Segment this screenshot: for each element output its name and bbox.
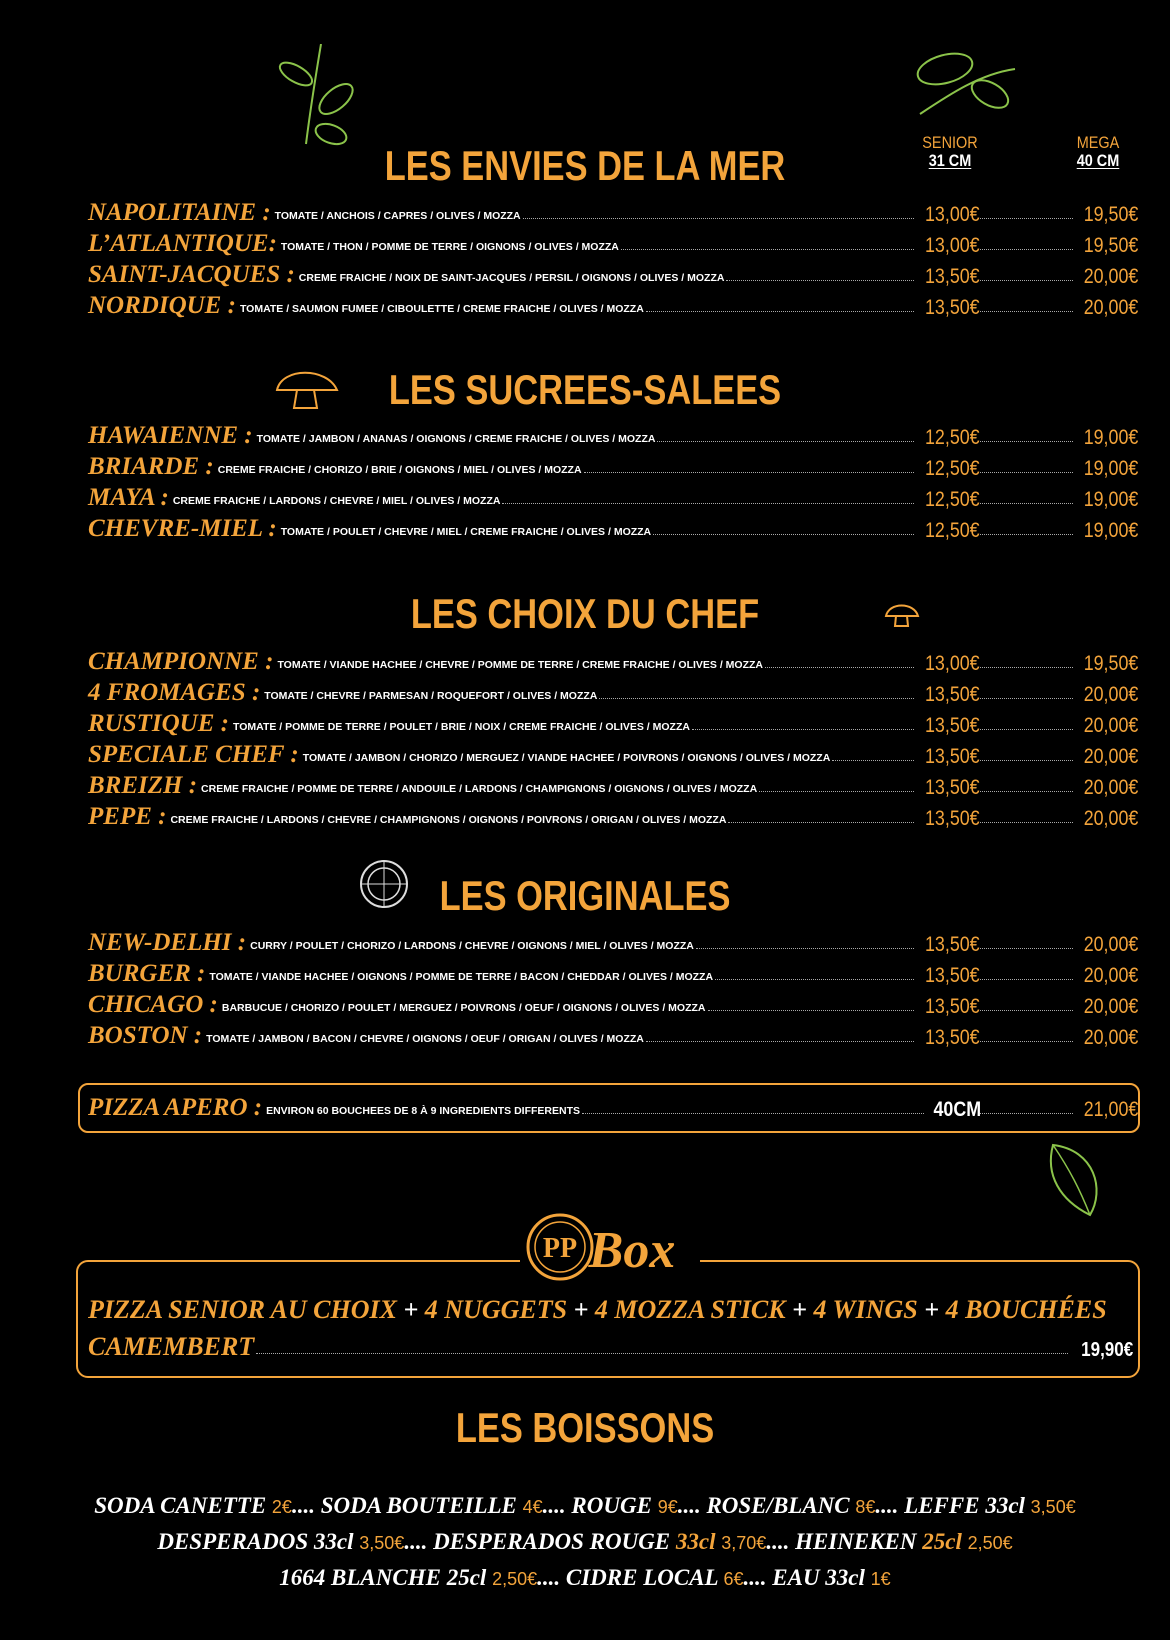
item-price-mega: 20,00€ bbox=[1083, 964, 1139, 987]
drink-price: 6€ bbox=[723, 1569, 744, 1589]
item-name: SAINT-JACQUES : bbox=[88, 261, 295, 288]
leader-dots bbox=[978, 822, 1073, 823]
pp-logo-icon bbox=[520, 1205, 700, 1285]
item-price-senior: 13,50€ bbox=[925, 714, 980, 737]
item-ingredients: TOMATE / JAMBON / ANANAS / OIGNONS / CREME FRAICHE / OLIVES / MOZZA bbox=[256, 433, 656, 445]
pizza-apero-row bbox=[88, 1092, 1139, 1122]
item-ingredients: BARBUCUE / CHORIZO / POULET / MERGUEZ / POIVRONS / OEUF / OIGNONS / OLIVES / MOZZA bbox=[221, 1002, 706, 1014]
drink-price: 2,50€ bbox=[492, 1569, 538, 1589]
menu-item-row bbox=[88, 228, 1139, 258]
plus-sign: + bbox=[924, 1295, 940, 1324]
leader-dots bbox=[715, 979, 914, 980]
item-ingredients: TOMATE / JAMBON / BACON / CHEVRE / OIGNONS / OEUF / ORIGAN / OLIVES / MOZZA bbox=[206, 1033, 644, 1045]
drink-name: 1664 BLANCHE 25cl bbox=[279, 1565, 493, 1590]
item-price-senior: 12,50€ bbox=[925, 488, 980, 511]
item-price-mega: 20,00€ bbox=[1083, 776, 1139, 799]
drink-price: 3,70€ bbox=[721, 1533, 767, 1553]
item-price-mega: 20,00€ bbox=[1083, 265, 1139, 288]
pp-box-contents bbox=[88, 1294, 1128, 1326]
senior-label: SENIOR bbox=[922, 133, 978, 152]
item-name: NAPOLITAINE : bbox=[88, 199, 271, 226]
item-ingredients: TOMATE / ANCHOIS / CAPRES / OLIVES / MOZZA bbox=[274, 210, 521, 222]
item-price-mega: 19,50€ bbox=[1083, 234, 1139, 257]
item-price-mega: 20,00€ bbox=[1083, 1026, 1139, 1049]
item-ingredients: TOMATE / SAUMON FUMEE / CIBOULETTE / CREME FRAICHE / OLIVES / MOZZA bbox=[239, 303, 644, 315]
menu-item-row bbox=[88, 646, 1139, 676]
item-name: BOSTON : bbox=[88, 1022, 203, 1049]
leader-dots bbox=[978, 791, 1073, 792]
basil-leaf-icon bbox=[1045, 1140, 1105, 1220]
menu-item-row bbox=[88, 420, 1139, 450]
item-ingredients: TOMATE / CHEVRE / PARMESAN / ROQUEFORT / OLIVES / MOZZA bbox=[264, 690, 598, 702]
drink-price: 8€ bbox=[855, 1497, 876, 1517]
section-title: LES ORIGINALES bbox=[439, 872, 731, 919]
section-title: LES CHOIX DU CHEF bbox=[410, 590, 760, 637]
item-price-senior: 13,50€ bbox=[925, 776, 980, 799]
box-item: 4 BOUCHÉES bbox=[945, 1295, 1107, 1324]
item-name: CHICAGO : bbox=[88, 991, 218, 1018]
mega-size: 40 CM bbox=[1076, 151, 1120, 170]
drink-price: 4€ bbox=[522, 1497, 543, 1517]
item-price-senior: 13,50€ bbox=[925, 745, 980, 768]
pp-logo-letters: PP bbox=[542, 1233, 578, 1264]
drink-name: 33cl bbox=[675, 1529, 722, 1554]
item-ingredients: TOMATE / VIANDE HACHEE / CHEVRE / POMME DE TERRE / CREME FRAICHE / OLIVES / MOZZA bbox=[277, 659, 764, 671]
item-name: PEPE : bbox=[88, 803, 167, 830]
menu-item-row bbox=[88, 677, 1139, 707]
section-title: LES SUCREES-SALEES bbox=[388, 366, 782, 413]
pp-box-price: 19,90€ bbox=[1081, 1339, 1133, 1361]
item-ingredients: ENVIRON 60 BOUCHEES DE 8 À 9 INGREDIENTS DIFFERENTS bbox=[266, 1105, 580, 1117]
item-price-senior: 13,50€ bbox=[925, 1026, 980, 1049]
leader-dots bbox=[978, 948, 1073, 949]
mega-label: MEGA bbox=[1076, 133, 1120, 152]
drink-name: .... SODA BOUTEILLE bbox=[291, 1493, 523, 1518]
item-price-senior: 13,50€ bbox=[925, 933, 980, 956]
drink-name: .... ROUGE bbox=[542, 1493, 658, 1518]
leader-dots bbox=[657, 441, 914, 442]
drinks-line bbox=[0, 1564, 1170, 1593]
leader-dots bbox=[978, 280, 1073, 281]
item-ingredients: CURRY / POULET / CHORIZO / LARDONS / CHEVRE / OIGNONS / MIEL / OLIVES / MOZZA bbox=[250, 940, 694, 952]
item-price-senior: 13,00€ bbox=[925, 234, 980, 257]
item-price-senior: 13,50€ bbox=[925, 265, 980, 288]
item-ingredients: TOMATE / POMME DE TERRE / POULET / BRIE / NOIX / CREME FRAICHE / OLIVES / MOZZA bbox=[233, 721, 690, 733]
item-name: MAYA : bbox=[88, 484, 169, 511]
item-name: HAWAIENNE : bbox=[88, 422, 253, 449]
leader-dots bbox=[759, 791, 914, 792]
menu-item-row bbox=[88, 770, 1139, 800]
drink-name: DESPERADOS 33cl bbox=[157, 1529, 360, 1554]
leader-dots bbox=[523, 218, 914, 219]
item-name: CHEVRE-MIEL : bbox=[88, 515, 277, 542]
menu-item-row bbox=[88, 513, 1139, 543]
item-price: 21,00€ bbox=[1083, 1098, 1139, 1121]
menu-item-row bbox=[88, 259, 1139, 289]
item-name: CHAMPIONNE : bbox=[88, 648, 274, 675]
drink-name: .... ROSE/BLANC bbox=[677, 1493, 856, 1518]
box-item: 4 MOZZA STICK bbox=[594, 1295, 786, 1324]
drinks-line bbox=[0, 1492, 1170, 1521]
item-name: RUSTIQUE : bbox=[88, 710, 229, 737]
drink-name: .... LEFFE 33cl bbox=[875, 1493, 1031, 1518]
basil-leaf-icon bbox=[276, 44, 376, 154]
item-price-senior: 13,00€ bbox=[925, 203, 980, 226]
menu-item-row bbox=[88, 739, 1139, 769]
drink-name: .... DESPERADOS ROUGE bbox=[404, 1529, 676, 1554]
drink-name: 25cl bbox=[922, 1529, 968, 1554]
item-price-senior: 12,50€ bbox=[925, 519, 980, 542]
menu-item-row bbox=[88, 482, 1139, 512]
menu-item-row bbox=[88, 197, 1139, 227]
pp-box-line2: CAMEMBERT bbox=[88, 1332, 255, 1361]
menu-item-row bbox=[88, 989, 1139, 1019]
item-price-mega: 19,00€ bbox=[1083, 519, 1139, 542]
leader-dots bbox=[978, 729, 1073, 730]
drinks-line bbox=[0, 1528, 1170, 1557]
item-name: NORDIQUE : bbox=[88, 292, 236, 319]
item-price-mega: 20,00€ bbox=[1083, 745, 1139, 768]
plus-sign: + bbox=[792, 1295, 807, 1324]
drink-price: 2,50€ bbox=[967, 1533, 1013, 1553]
menu-item-row bbox=[88, 708, 1139, 738]
item-name: BREIZH : bbox=[88, 772, 198, 799]
leader-dots bbox=[978, 311, 1073, 312]
leader-dots bbox=[765, 667, 914, 668]
leader-dots bbox=[708, 1010, 914, 1011]
drink-name: .... EAU 33cl bbox=[743, 1565, 871, 1590]
item-price-senior: 13,50€ bbox=[925, 964, 980, 987]
leader-dots bbox=[726, 280, 914, 281]
menu-item-row bbox=[88, 958, 1139, 988]
leader-dots bbox=[584, 472, 914, 473]
leader-dots bbox=[978, 441, 1073, 442]
senior-size: 31 CM bbox=[928, 151, 972, 170]
leader-dots bbox=[978, 534, 1073, 535]
item-price-senior: 12,50€ bbox=[925, 426, 980, 449]
item-price-mega: 20,00€ bbox=[1083, 995, 1139, 1018]
item-name: L’ATLANTIQUE: bbox=[88, 230, 277, 257]
leader-dots bbox=[646, 1041, 914, 1042]
menu-item-row bbox=[88, 290, 1139, 320]
plus-sign: + bbox=[403, 1295, 419, 1324]
item-ingredients: CREME FRAICHE / NOIX DE SAINT-JACQUES / PERSIL / OIGNONS / OLIVES / MOZZA bbox=[298, 272, 725, 284]
item-price-mega: 19,00€ bbox=[1083, 457, 1139, 480]
basil-leaf-icon bbox=[910, 44, 1020, 124]
item-price-mega: 19,00€ bbox=[1083, 488, 1139, 511]
item-name: SPECIALE CHEF : bbox=[88, 741, 299, 768]
drink-name: SODA CANETTE bbox=[94, 1493, 272, 1518]
item-price-senior: 12,50€ bbox=[925, 457, 980, 480]
leader-dots bbox=[978, 667, 1073, 668]
leader-dots bbox=[978, 979, 1073, 980]
leader-dots bbox=[653, 534, 914, 535]
drink-name: .... HEINEKEN bbox=[766, 1529, 923, 1554]
pp-logo-word: Box bbox=[588, 1222, 676, 1279]
menu-item-row bbox=[88, 927, 1139, 957]
drink-price: 9€ bbox=[657, 1497, 678, 1517]
item-name: PIZZA APERO : bbox=[88, 1094, 263, 1121]
item-ingredients: CREME FRAICHE / POMME DE TERRE / ANDOUILE / LARDONS / CHAMPIGNONS / OIGNONS / OLIVES / MOZZA bbox=[201, 783, 758, 795]
item-price-mega: 19,00€ bbox=[1083, 426, 1139, 449]
box-item: PIZZA SENIOR AU CHOIX bbox=[88, 1295, 397, 1324]
leader-dots bbox=[978, 249, 1073, 250]
item-price-mega: 20,00€ bbox=[1083, 714, 1139, 737]
leader-dots bbox=[978, 218, 1073, 219]
item-price-mega: 20,00€ bbox=[1083, 296, 1139, 319]
pp-box-row bbox=[88, 1330, 1133, 1362]
leader-dots bbox=[728, 822, 914, 823]
menu-item-row bbox=[88, 451, 1139, 481]
item-ingredients: TOMATE / JAMBON / CHORIZO / MERGUEZ / VIANDE HACHEE / POIVRONS / OIGNONS / OLIVES / MOZZA bbox=[302, 752, 831, 764]
leader-dots bbox=[692, 729, 914, 730]
item-price-senior: 13,50€ bbox=[925, 296, 980, 319]
leader-dots bbox=[978, 1010, 1073, 1011]
item-price-senior: 13,50€ bbox=[925, 807, 980, 830]
leader-dots bbox=[978, 698, 1073, 699]
leader-dots bbox=[696, 948, 914, 949]
leader-dots bbox=[978, 1041, 1073, 1042]
item-price-mega: 20,00€ bbox=[1083, 807, 1139, 830]
menu-item-row bbox=[88, 801, 1139, 831]
leader-dots bbox=[978, 760, 1073, 761]
leader-dots bbox=[582, 1113, 924, 1114]
leader-dots bbox=[978, 503, 1073, 504]
item-ingredients: CREME FRAICHE / LARDONS / CHEVRE / CHAMPIGNONS / OIGNONS / POIVRONS / ORIGAN / OLIVES / MOZZA bbox=[170, 814, 727, 826]
item-price-mega: 20,00€ bbox=[1083, 683, 1139, 706]
item-name: BURGER : bbox=[88, 960, 206, 987]
drink-price: 2€ bbox=[271, 1497, 292, 1517]
item-ingredients: CREME FRAICHE / LARDONS / CHEVRE / MIEL / OLIVES / MOZZA bbox=[172, 495, 501, 507]
item-price-mega: 19,50€ bbox=[1083, 203, 1139, 226]
section-title: LES ENVIES DE LA MER bbox=[384, 142, 786, 189]
mega-column-header bbox=[1066, 134, 1131, 170]
drink-price: 3,50€ bbox=[1030, 1497, 1076, 1517]
item-price-mega: 20,00€ bbox=[1083, 933, 1139, 956]
item-name: 4 FROMAGES : bbox=[88, 679, 261, 706]
leader-dots bbox=[256, 1353, 1068, 1354]
drink-price: 3,50€ bbox=[359, 1533, 405, 1553]
box-item: 4 WINGS bbox=[813, 1295, 918, 1324]
item-ingredients: CREME FRAICHE / CHORIZO / BRIE / OIGNONS / MIEL / OLIVES / MOZZA bbox=[217, 464, 582, 476]
item-price-senior: 13,00€ bbox=[925, 652, 980, 675]
plus-sign: + bbox=[573, 1295, 589, 1324]
box-item: 4 NUGGETS bbox=[424, 1295, 568, 1324]
menu-item-row bbox=[88, 1020, 1139, 1050]
drink-name: .... CIDRE LOCAL bbox=[537, 1565, 724, 1590]
leader-dots bbox=[621, 249, 914, 250]
item-name: NEW-DELHI : bbox=[88, 929, 247, 956]
leader-dots bbox=[978, 1113, 1073, 1114]
item-price-mega: 19,50€ bbox=[1083, 652, 1139, 675]
item-ingredients: TOMATE / VIANDE HACHEE / OIGNONS / POMME DE TERRE / BACON / CHEDDAR / OLIVES / MOZZA bbox=[209, 971, 714, 983]
leader-dots bbox=[502, 503, 914, 504]
leader-dots bbox=[832, 760, 914, 761]
item-ingredients: TOMATE / THON / POMME DE TERRE / OIGNONS / OLIVES / MOZZA bbox=[280, 241, 619, 253]
item-price-senior: 13,50€ bbox=[925, 995, 980, 1018]
item-ingredients: TOMATE / POULET / CHEVRE / MIEL / CREME FRAICHE / OLIVES / MOZZA bbox=[280, 526, 652, 538]
pp-box-logo bbox=[520, 1205, 700, 1285]
item-price-senior: 13,50€ bbox=[925, 683, 980, 706]
drinks-title: LES BOISSONS bbox=[455, 1404, 715, 1451]
drink-price: 1€ bbox=[870, 1569, 891, 1589]
leader-dots bbox=[978, 472, 1073, 473]
item-size: 40CM bbox=[933, 1098, 982, 1121]
leader-dots bbox=[646, 311, 914, 312]
leader-dots bbox=[599, 698, 914, 699]
item-name: BRIARDE : bbox=[88, 453, 214, 480]
